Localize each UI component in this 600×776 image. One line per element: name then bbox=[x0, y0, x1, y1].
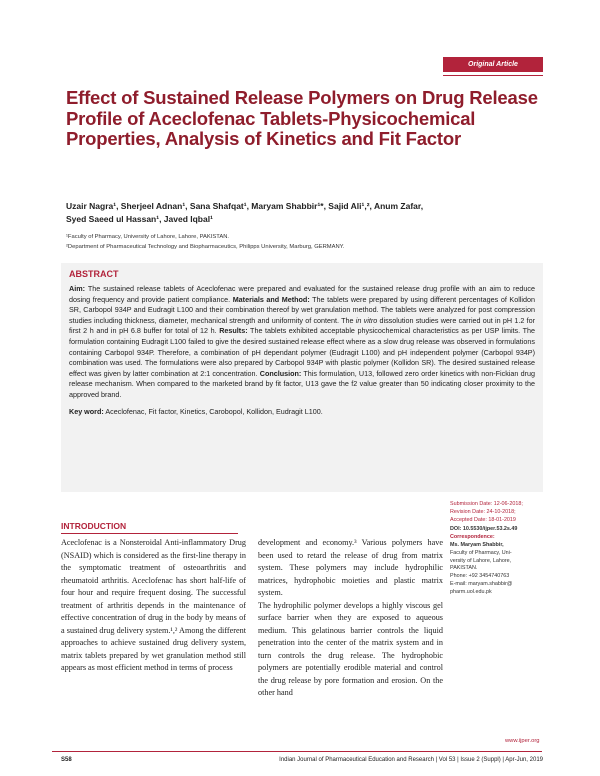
affiliation-1: ¹Faculty of Pharmacy, University of Lahore, Lahore, PAKISTAN. bbox=[66, 234, 230, 240]
correspondence-address-1: Faculty of Pharmacy, Uni- bbox=[450, 549, 512, 556]
abstract-body bbox=[69, 284, 535, 401]
correspondence-address-3: PAKISTAN. bbox=[450, 565, 478, 572]
conclusion-label: Conclusion: bbox=[259, 368, 302, 378]
abstract-box bbox=[61, 263, 543, 492]
article-type-label: Original Article bbox=[468, 61, 518, 68]
intro-paragraph-3: The hydrophilic polymer develops a highly viscous gel surface barrier when they are exposed to aqueous medium. This gelatinous barrier controls the liquid penetration into the center of the matrix system and in turn controls the drug release. The hydrophobic polymers are potentially erodible material and control the drug release by pore formation and erosion. On the other hand bbox=[258, 600, 443, 697]
doi-link[interactable]: DOI: 10.5530/ijper.53.2s.49 bbox=[450, 526, 518, 533]
article-info-sidebar bbox=[450, 501, 550, 597]
journal-footer: Indian Journal of Pharmaceutical Education and Research | Vol 53 | Issue 2 (Suppl) | Apr-Jun, 2019 bbox=[279, 757, 543, 763]
intro-paragraph-2: development and economy.³ Various polymers have been used to retard the release of drug from matrix system. These polymers may include hydrophilic matrices, hydrophobic moieties and plastic matrix system. bbox=[258, 538, 443, 597]
conclusion-text: This formulation, U13, followed zero order kinetics with non-Fickian drug release mechanism. When compared to the marketed brand by fit factor, U13 gave the f2 value greater than 50 indicating closer proximity to the approved brand. bbox=[69, 368, 535, 399]
correspondence-email-2[interactable]: pharm.uol.edu.pk bbox=[450, 588, 492, 595]
footer-divider bbox=[52, 751, 542, 752]
authors-line-1: Uzair Nagra¹, Sherjeel Adnan¹, Sana Shafqat¹, Maryam Shabbir¹*, Sajid Ali¹,², Anum Zafar, bbox=[66, 201, 424, 211]
submission-date: Submission Date: 12-06-2018; bbox=[450, 501, 523, 507]
correspondence-name: Ms. Maryam Shabbir, bbox=[450, 541, 504, 548]
keywords-text: Aceclofenac, Fit factor, Kinetics, Carobopol, Kollidon, Eudragit L100. bbox=[103, 406, 323, 416]
badge-divider bbox=[443, 75, 543, 76]
authors-line-2: Syed Saeed ul Hassan¹, Javed Iqbal¹ bbox=[66, 214, 213, 224]
introduction-heading: INTRODUCTION bbox=[61, 521, 127, 531]
keywords bbox=[69, 407, 535, 417]
author-list bbox=[66, 200, 516, 226]
keywords-label: Key word: bbox=[69, 406, 104, 416]
accepted-date: Accepted Date: 18-01-2019 bbox=[450, 516, 516, 523]
journal-website-link[interactable]: www.ijper.org bbox=[505, 738, 540, 744]
article-type-badge bbox=[443, 57, 543, 72]
aim-label: Aim: bbox=[69, 284, 85, 293]
correspondence-label: Correspondence: bbox=[450, 534, 495, 541]
results-text: The tablets exhibited acceptable physicochemical characteristics as per USP limits. The formulation containing Eudragit L100 failed to give the desired sustained release effect where as a slow drug release was observed in formulations containing Carbopol 934P. Therefore, a combination of pH dependant polymer (Eudragit L100) and pH independent polymer (Carbopol 934P) combination was used. The formulations were also prepared by Carbopol 934P with plastic polymer (Kollidon SR). The desired sustained release effect was given by latter combination at 2:1 concentration. bbox=[69, 326, 535, 378]
page-number: S58 bbox=[61, 757, 72, 763]
results-label: Results: bbox=[219, 326, 248, 336]
methods-text-a: The tablets were prepared by using different percentages of Kollidon SR, Carbopol 934P and Eudragit L100 and their combination thereof by wet granulation method. The tablets were analyzed for post compression studies including thickness, diameter, mechanical strength and uniformity of content. The bbox=[69, 294, 535, 325]
article-title: Effect of Sustained Release Polymers on Drug Release Profile of Aceclofenac Tablets-Physicochemical Properties, Analysis of Kinetics and Fit Factor bbox=[66, 87, 538, 149]
methods-text-b: dissolution studies were carried out in pH 1.2 for first 2 h and in pH 6.8 buffer for total of 12 h. bbox=[69, 315, 535, 336]
aim-text: The sustained release tablets of Aceclofenac were prepared and evaluated for the sustained release drug profile with an aim to reduce dosing frequency and provide patient compliance. bbox=[69, 284, 535, 304]
introduction-divider bbox=[61, 533, 238, 534]
body-column-1 bbox=[61, 537, 246, 675]
affiliations bbox=[66, 232, 536, 252]
methods-label: Materials and Method: bbox=[232, 294, 310, 304]
correspondence-phone: Phone: +92 3454740763 bbox=[450, 573, 510, 580]
revision-date: Revision Date: 24-10-2018; bbox=[450, 508, 516, 515]
abstract-heading: ABSTRACT bbox=[69, 269, 119, 279]
methods-italic: in vitro bbox=[355, 315, 378, 325]
correspondence-address-2: versity of Lahore, Lahore, bbox=[450, 557, 512, 564]
affiliation-2: ²Department of Pharmaceutical Technology and Biopharmaceutics, Philipps University, Marburg, GERMANY. bbox=[66, 244, 345, 250]
intro-paragraph-1: Aceclofenac is a Nonsteroidal Anti-inflammatory Drug (NSAID) which is considered as the first-line therapy in the symptomatic treatment of osteoarthritis and rheumatoid arthritis. Aceclofenac has short half-life of four hour and require frequent dosing. The successful treatment of arthritis depends in the maintenance of effective concentration of drug in the body by means of a sustained drug delivery system.¹,² Among the different approaches to achieve sustained drug delivery system, matrix tablets prepared by wet granulation method still appears as most efficient method in terms of process bbox=[61, 538, 246, 672]
correspondence-email-1[interactable]: E-mail: maryam.shabbir@ bbox=[450, 580, 513, 587]
body-column-2 bbox=[258, 537, 443, 700]
